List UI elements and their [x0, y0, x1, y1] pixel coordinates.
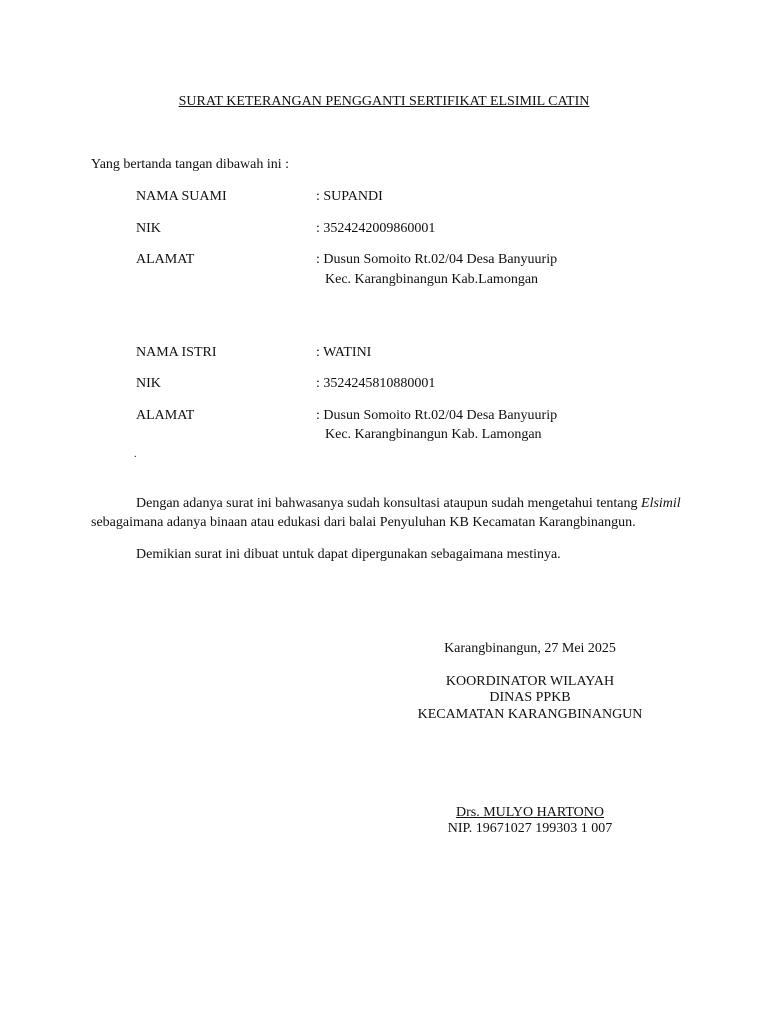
paragraph-2: Demikian surat ini dibuat untuk dapat dipergunakan sebagaimana mestinya.	[136, 547, 561, 562]
signer-name-text: Drs. MULYO HARTONO	[456, 805, 604, 820]
place-date: Karangbinangun, 27 Mei 2025	[444, 641, 616, 656]
signer-position-line2: DINAS PPKB	[489, 690, 571, 705]
wife-address-line1: : Dusun Somoito Rt.02/04 Desa Banyuurip	[316, 408, 558, 423]
husband-name-label: NAMA SUAMI	[136, 189, 227, 204]
husband-address-line2: Kec. Karangbinangun Kab.Lamongan	[325, 272, 539, 287]
husband-name-value: : SUPANDI	[316, 189, 383, 204]
husband-address-label: ALAMAT	[136, 252, 195, 267]
paragraph-1-text: Dengan adanya surat ini bahwasanya sudah konsultasi ataupun sudah mengetahui tentang	[136, 496, 642, 511]
wife-name-label: NAMA ISTRI	[136, 345, 217, 360]
intro-text: Yang bertanda tangan dibawah ini :	[91, 157, 290, 172]
wife-address-label: ALAMAT	[136, 408, 195, 423]
signer-position-line3: KECAMATAN KARANGBINANGUN	[417, 707, 643, 722]
wife-address-line2: Kec. Karangbinangun Kab. Lamongan	[325, 427, 542, 442]
paragraph-1-continuation: sebagaimana adanya binaan atau edukasi dari balai Penyuluhan KB Kecamatan Karangbinangun.	[91, 515, 636, 530]
stray-dot: .	[134, 449, 137, 460]
husband-nik-value: : 3524242009860001	[316, 221, 436, 236]
document-title: SURAT KETERANGAN PENGGANTI SERTIFIKAT ELSIMIL CATIN	[178, 94, 590, 109]
signer-nip: NIP. 19671027 199303 1 007	[447, 821, 613, 836]
signer-position-line1: KOORDINATOR WILAYAH	[445, 674, 615, 689]
wife-nik-label: NIK	[136, 376, 161, 391]
paragraph-1	[136, 495, 681, 513]
wife-nik-value: : 3524245810880001	[316, 376, 436, 391]
husband-address-line1: : Dusun Somoito Rt.02/04 Desa Banyuurip	[316, 252, 558, 267]
paragraph-1-italic-term: Elsimil	[641, 496, 681, 511]
husband-nik-label: NIK	[136, 221, 161, 236]
wife-name-value: : WATINI	[316, 345, 372, 360]
